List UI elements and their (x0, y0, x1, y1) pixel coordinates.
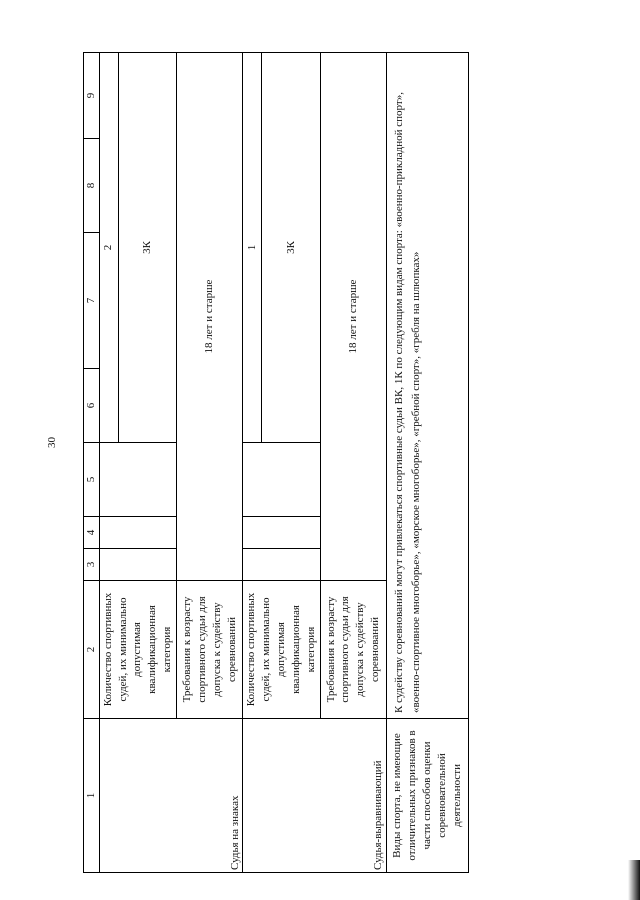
header-cell: 5 (84, 443, 100, 517)
count-value-cell: 1 (243, 53, 262, 443)
header-cell: 7 (84, 233, 100, 369)
rotated-table-container (83, 53, 469, 873)
table-row (387, 53, 469, 873)
age-label-cell: Требования к возрасту спортивного судьи для допуска к судейству соревнований (320, 581, 387, 719)
role-title-cell: Судья-выравнивающий (243, 719, 387, 873)
category-value-cell: 3К (262, 53, 320, 443)
empty-cell (243, 549, 320, 581)
page-number: 30 (46, 437, 58, 448)
scan-edge-shadow (628, 860, 640, 900)
header-cell: 8 (84, 139, 100, 233)
sport-types-cell: Виды спорта, не имеющие отличительных признаков в части способов оценки соревновательной деятельности (387, 719, 469, 873)
header-cell: 9 (84, 53, 100, 139)
age-value-cell: 18 лет и старше (176, 53, 243, 581)
requirements-table (83, 52, 469, 873)
count-value-cell: 2 (99, 53, 118, 443)
count-label-cell: Количество спортивных судей, их минимально допустимая квалификационная категория (243, 581, 320, 719)
table-row (243, 53, 262, 873)
header-row (84, 53, 100, 873)
header-cell: 4 (84, 517, 100, 549)
count-label-cell: Количество спортивных судей, их минимально допустимая квалификационная категория (99, 581, 176, 719)
category-value-cell: 3К (118, 53, 176, 443)
empty-cell (99, 517, 176, 549)
empty-cell (99, 443, 176, 517)
empty-cell (243, 443, 320, 517)
empty-cell (99, 549, 176, 581)
role-title-cell: Судья на знаках (99, 719, 243, 873)
age-label-cell: Требования к возрасту спортивного судьи для допуска к судейству соревнований (176, 581, 243, 719)
table-row (99, 53, 118, 873)
header-cell: 6 (84, 369, 100, 443)
header-cell: 1 (84, 719, 100, 873)
header-cell: 2 (84, 581, 100, 719)
empty-cell (243, 517, 320, 549)
age-value-cell: 18 лет и старше (320, 53, 387, 581)
note-cell: К судейству соревнований могут привлекаться спортивные судьи ВК, 1К по следующим видам спорта: «военно-прикладной спорт», «военно-спортивное многоборье», «морское многоборье», «гребной спорт», «гребля на шлюпках» (387, 53, 469, 719)
header-cell: 3 (84, 549, 100, 581)
